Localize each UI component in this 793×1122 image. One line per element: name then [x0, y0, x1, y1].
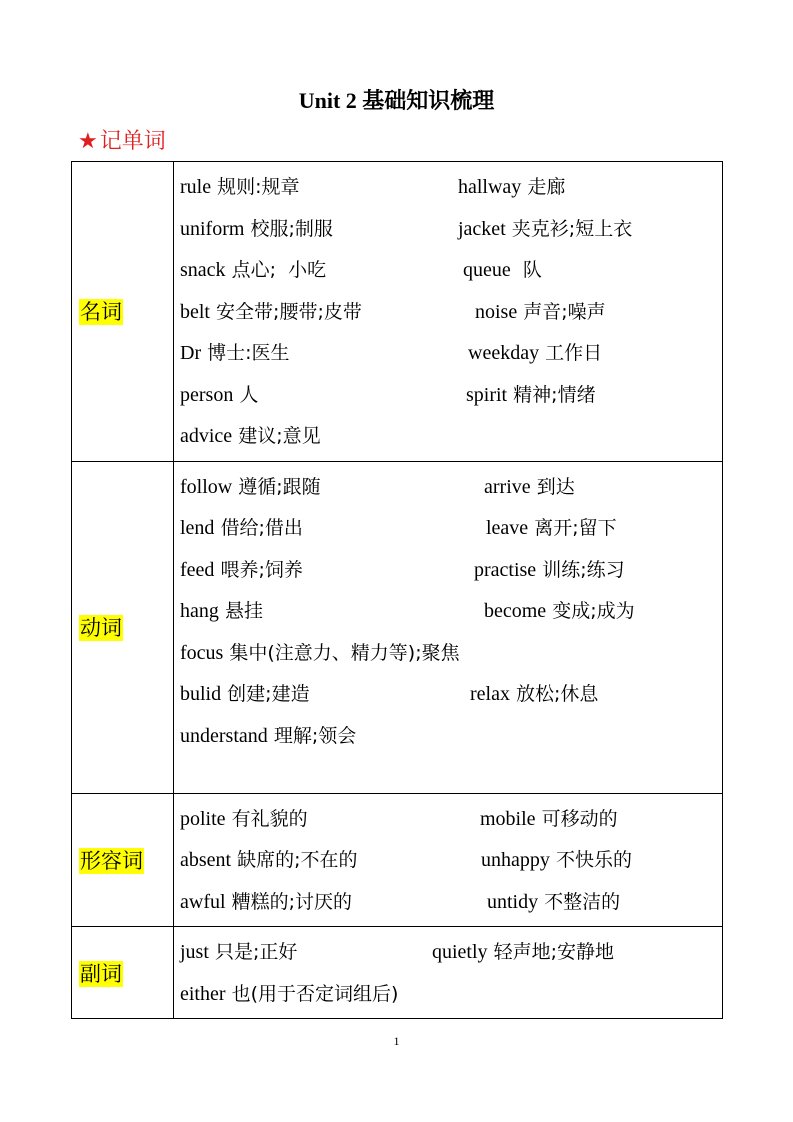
category-row — [72, 793, 723, 927]
word-row — [180, 415, 722, 457]
word-row — [180, 549, 722, 591]
english-word: hang — [180, 600, 219, 622]
category-cell — [72, 793, 174, 927]
word-entry — [180, 887, 352, 914]
category-row — [72, 461, 723, 793]
word-row — [180, 249, 722, 291]
english-word: become — [484, 600, 547, 622]
section-heading — [78, 124, 166, 155]
word-row — [180, 208, 722, 250]
word-list-cell — [174, 793, 723, 927]
word-entry — [180, 638, 460, 665]
word-entry — [484, 472, 575, 499]
category-row — [72, 927, 723, 1019]
english-word: awful — [180, 890, 226, 913]
chinese-meaning: 也(用于否定词组后) — [231, 982, 399, 1005]
chinese-meaning: 可移动的 — [541, 807, 618, 830]
english-word: feed — [180, 558, 215, 581]
chinese-meaning: 建议;意见 — [238, 425, 321, 447]
word-row — [180, 931, 722, 973]
english-word: relax — [470, 683, 510, 705]
english-word: rule — [180, 176, 212, 198]
english-word: hallway — [458, 176, 522, 198]
section-label: 记单词 — [99, 129, 166, 154]
chinese-meaning: 糟糕的;讨厌的 — [231, 890, 352, 913]
chinese-meaning: 工作日 — [545, 342, 603, 364]
word-entry — [180, 214, 333, 241]
word-entry — [180, 380, 258, 407]
english-word: follow — [180, 475, 233, 498]
english-word: queue — [463, 259, 511, 281]
english-word: leave — [486, 517, 529, 539]
word-entry — [180, 679, 310, 706]
word-entry — [468, 338, 602, 365]
chinese-meaning: 走廊 — [527, 176, 566, 198]
english-word: polite — [180, 807, 226, 830]
word-entry — [180, 845, 358, 872]
chinese-meaning: 训练;练习 — [542, 558, 625, 581]
english-word: snack — [180, 259, 226, 281]
vocabulary-table — [71, 161, 723, 1019]
chinese-meaning: 放松;休息 — [516, 683, 599, 705]
chinese-meaning: 夹克衫;短上衣 — [511, 217, 633, 240]
chinese-meaning: 博士:医生 — [207, 342, 290, 364]
chinese-meaning: 点心; 小吃 — [231, 259, 327, 281]
english-word: jacket — [458, 217, 506, 240]
chinese-meaning: 队 — [516, 259, 542, 281]
word-row — [180, 715, 722, 757]
english-word: uniform — [180, 217, 245, 240]
word-entry — [180, 297, 362, 324]
category-row — [72, 162, 723, 462]
word-row — [180, 798, 722, 840]
word-row — [180, 166, 722, 208]
word-list-cell — [174, 461, 723, 793]
word-entry — [180, 172, 300, 199]
word-row — [180, 374, 722, 416]
chinese-meaning: 集中(注意力、精力等);聚焦 — [229, 641, 460, 664]
chinese-meaning: 有礼貌的 — [231, 807, 308, 830]
word-entry — [466, 380, 596, 407]
word-row — [180, 839, 722, 881]
word-entry — [180, 513, 303, 540]
word-entry — [458, 172, 565, 199]
word-row — [180, 332, 722, 374]
word-entry — [180, 555, 303, 582]
word-row — [180, 466, 722, 508]
chinese-meaning: 喂养;饲养 — [220, 558, 303, 581]
chinese-meaning: 规则:规章 — [217, 176, 300, 198]
page-title: Unit 2 基础知识梳理 — [298, 88, 495, 113]
category-label: 名词 — [80, 300, 122, 325]
english-word: person — [180, 383, 234, 406]
chinese-meaning: 理解;领会 — [273, 724, 357, 747]
english-word: absent — [180, 849, 232, 871]
word-row — [180, 973, 722, 1015]
chinese-meaning: 安全带;腰带;皮带 — [216, 300, 362, 323]
english-word: just — [180, 941, 209, 963]
english-word: bulid — [180, 683, 222, 705]
category-cell — [72, 927, 174, 1019]
word-entry — [458, 214, 632, 241]
word-entry — [480, 804, 618, 831]
english-word: mobile — [480, 807, 536, 830]
english-word: noise — [475, 300, 518, 323]
word-entry — [180, 721, 356, 748]
chinese-meaning: 遵循;跟随 — [238, 475, 321, 498]
english-word: arrive — [484, 475, 531, 498]
chinese-meaning: 不快乐的 — [555, 849, 632, 871]
word-entry — [432, 937, 614, 964]
english-word: weekday — [468, 342, 540, 364]
category-cell — [72, 162, 174, 462]
english-word: understand — [180, 724, 268, 747]
word-entry — [475, 297, 606, 324]
english-word: untidy — [487, 890, 539, 913]
word-entry — [180, 472, 321, 499]
english-word: quietly — [432, 941, 488, 963]
word-entry — [484, 596, 635, 623]
word-list-cell — [174, 927, 723, 1019]
word-entry — [180, 255, 326, 282]
english-word: focus — [180, 641, 224, 664]
chinese-meaning: 精神;情绪 — [513, 383, 596, 406]
chinese-meaning: 只是;正好 — [214, 941, 298, 963]
word-entry — [487, 887, 620, 914]
chinese-meaning: 轻声地;安静地 — [493, 941, 614, 963]
english-word: advice — [180, 425, 233, 447]
word-entry — [463, 255, 542, 282]
word-entry — [180, 979, 398, 1006]
word-entry — [474, 555, 625, 582]
english-word: unhappy — [481, 849, 550, 871]
word-entry — [180, 937, 297, 964]
english-word: spirit — [466, 383, 508, 406]
chinese-meaning: 不整洁的 — [544, 890, 621, 913]
english-word: Dr — [180, 342, 202, 364]
category-cell — [72, 461, 174, 793]
word-entry — [180, 421, 321, 448]
chinese-meaning: 到达 — [536, 475, 575, 498]
category-label: 形容词 — [80, 848, 143, 873]
word-entry — [481, 845, 632, 872]
word-row — [180, 673, 722, 715]
english-word: practise — [474, 558, 537, 581]
chinese-meaning: 借给;借出 — [220, 517, 303, 539]
chinese-meaning: 人 — [239, 383, 259, 406]
word-row — [180, 590, 722, 632]
chinese-meaning: 缺席的;不在的 — [237, 849, 358, 871]
word-list-cell — [174, 162, 723, 462]
page-number: 1 — [393, 1034, 400, 1048]
word-entry — [470, 679, 598, 706]
word-entry — [180, 596, 263, 623]
word-row — [180, 881, 722, 923]
chinese-meaning: 创建;建造 — [227, 683, 310, 705]
english-word: lend — [180, 517, 215, 539]
word-entry — [180, 338, 290, 365]
chinese-meaning: 悬挂 — [224, 600, 263, 622]
word-row — [180, 291, 722, 333]
star-icon: ★ — [78, 129, 98, 154]
chinese-meaning: 校服;制服 — [250, 217, 333, 240]
word-row — [180, 632, 722, 674]
word-entry — [180, 804, 308, 831]
category-label: 副词 — [80, 961, 122, 986]
category-label: 动词 — [80, 616, 122, 640]
english-word: either — [180, 982, 226, 1005]
chinese-meaning: 离开;留下 — [534, 517, 617, 539]
word-row — [180, 507, 722, 549]
english-word: belt — [180, 300, 210, 323]
word-entry — [486, 513, 617, 540]
chinese-meaning: 变成;成为 — [552, 600, 635, 622]
chinese-meaning: 声音;噪声 — [523, 300, 606, 323]
